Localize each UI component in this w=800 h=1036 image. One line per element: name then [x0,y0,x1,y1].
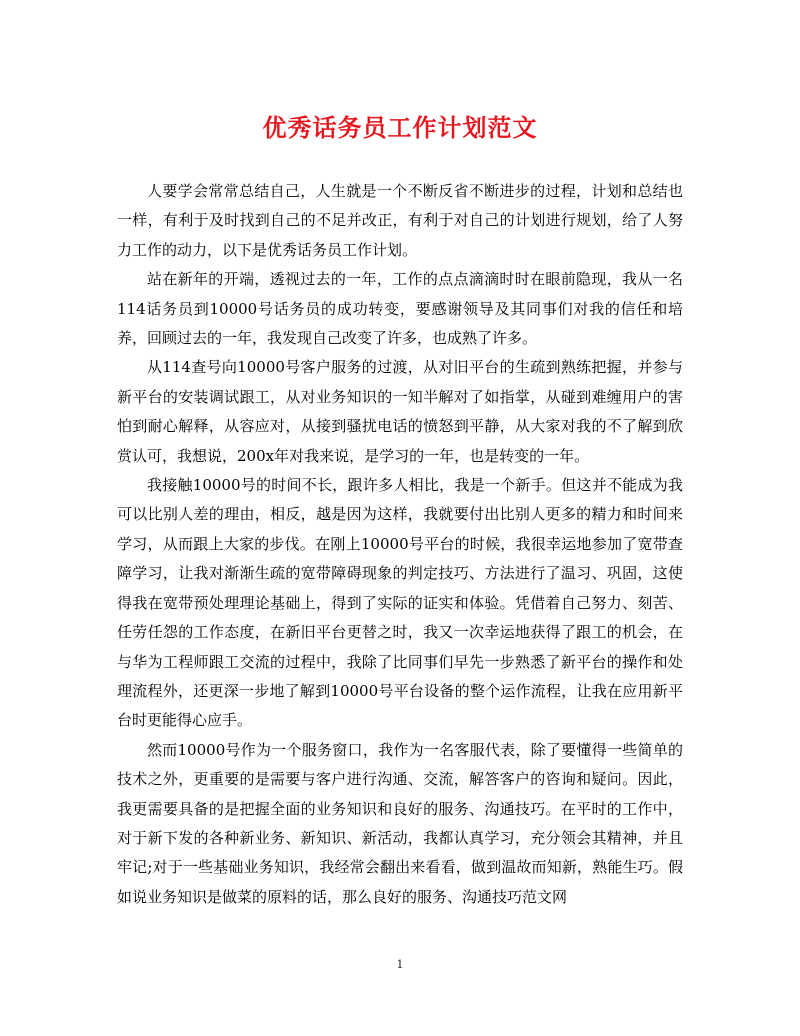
document-title: 优秀话务员工作计划范文 [262,113,538,142]
paragraph-2: 站在新年的开端，透视过去的一年，工作的点点滴滴时时在眼前隐现，我从一名114话务员到10000号话务员的成功转变，要感谢领导及其同事们对我的信任和培养，回顾过去的一年，我发现自己改变了许多，也成熟了许多。 [117,270,683,348]
paragraph-1: 人要学会常常总结自己，人生就是一个不断反省不断进步的过程，计划和总结也一样，有利于及时找到自己的不足并改正，有利于对自己的计划进行规划，给了人努力工作的动力，以下是优秀话务员工作计划。 [117,182,683,259]
page-number: 1 [396,958,404,971]
paragraph-4: 我接触10000号的时间不长，跟许多人相比，我是一个新手。但这并不能成为我可以比别人差的理由，相反，越是因为这样，我就要付出比别人更多的精力和时间来学习，从而跟上大家的步伐。在刚上10000号平台的时候，我很幸运地参加了宽带查障学习，让我对渐渐生疏的宽带障碍现象的判定技巧、方法进行了温习、巩固，这使得我在宽带预处理理论基础上，得到了实际的证实和体验。凭借着自己努力、刻苦、任劳任怨的工作态度，在新旧平台更替之时，我又一次幸运地获得了跟工的机会，在与华为工程师跟工交流的过程中，我除了比同事们早先一步熟悉了新平台的操作和处理流程外，还更深一步地了解到10000号平台设备的整个运作流程，让我在应用新平台时更能得心应手。 [117,476,683,730]
document-body [117,177,683,912]
paragraph-3: 从114查号向10000号客户服务的过渡，从对旧平台的生疏到熟练把握，并参与新平台的安装调试跟工，从对业务知识的一知半解对了如指掌，从碰到难缠用户的害怕到耐心解释，从容应对，从接到骚扰电话的愤怒到平静，从大家对我的不了解到欣赏认可，我想说，200x年对我来说，是学习的一年，也是转变的一年。 [117,358,683,465]
paragraph-5: 然而10000号作为一个服务窗口，我作为一名客服代表，除了要懂得一些简单的技术之外，更重要的是需要与客户进行沟通、交流，解答客户的咨询和疑问。因此，我更需要具备的是把握全面的业务知识和良好的服务、沟通技巧。在平时的工作中，对于新下发的各种新业务、新知识、新活动，我都认真学习，充分领会其精神，并且牢记;对于一些基础业务知识，我经常会翻出来看看，做到温故而知新，熟能生巧。假如说业务知识是做菜的原料的话，那么良好的服务、沟通技巧范文网 [117,740,683,906]
